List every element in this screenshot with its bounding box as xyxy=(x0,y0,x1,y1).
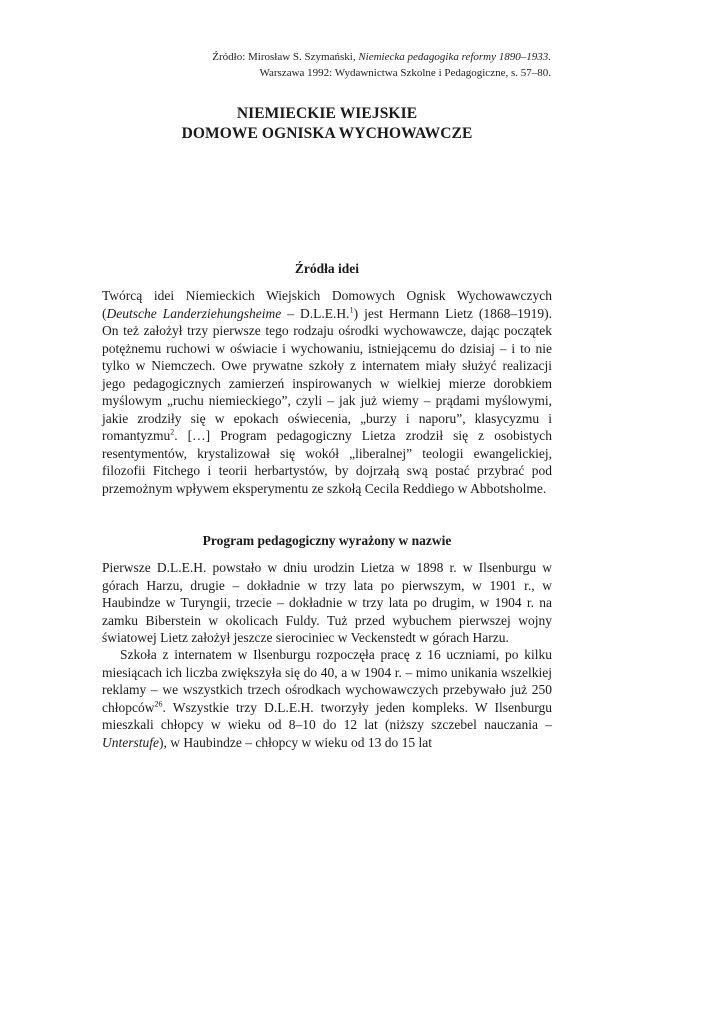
footnote-ref: 26 xyxy=(154,699,163,708)
section-heading-program: Program pedagogiczny wyrażony w nazwie xyxy=(202,533,452,548)
title-line-2: DOMOWE OGNISKA WYCHOWAWCZE xyxy=(181,125,473,142)
page-title xyxy=(120,104,534,144)
source-citation xyxy=(91,49,551,81)
section-heading-zrodla-idei: Źródła idei xyxy=(294,261,360,276)
source-line-2: Warszawa 1992: Wydawnictwa Szkolne i Pedagogiczne, s. 57–80. xyxy=(259,67,551,79)
footnote-ref: 1 xyxy=(349,305,354,314)
source-author: Źródło: Mirosław S. Szymański, xyxy=(212,51,359,63)
paragraph-program-2: Szkoła z internatem w Ilsenburgu rozpoczęła pracę z 16 uczniami, po kilku miesiącach ich liczba zwiększyła się do 40, a w 1904 r. – mimo unikania wszelkiej reklamy – we wszystkich trzech ośrodkach wychowawczych przebywało już 250 chłopców$^{26}$. Wszystkie trzy D.L.E.H. tworzyły jeden kompleks. W Ilsenburgu mieszkali chłopcy w wieku od 8–10 do 12 lat (niższy szczebel nauczania – Unterstufe), w Haubindze – chłopcy w wieku od 13 do 15 lat xyxy=(102,647,552,750)
title-line-1: NIEMIECKIE WIEJSKIE xyxy=(236,105,418,122)
footnote-ref: 2 xyxy=(170,427,175,437)
italic-term: Unterstufe xyxy=(102,734,159,750)
paragraph-zrodla-idei: Twórcą idei Niemieckich Wiejskich Domowych Ognisk Wychowawczych (Deutsche Landerziehungsheime – D.L.E.H.$^1$) jest Hermann Lietz (1868–1919). On też założył trzy pierwsze tego rodzaju ośrodki wychowawcze, dając początek potężnemu ruchowi w oświacie i wychowaniu, istniejącemu do dzisiaj – i to nie tylko w Niemczech. Owe prywatne szkoły z internatem miały służyć realizacji jego pedagogicznych zamierzeń inspirowanych w wielkiej mierze dorobkiem myślowym „ruchu niemieckiego”, czyli – jak już wiemy – prądami myślowymi, jakie zrodziły się w epokach oświecenia, „burzy i naporu”, klasycyzmu i romantyzmu$^2$. […] Program pedagogiczny Lietza zrodził się z osobistych resentymentów, krystalizował się wokół „liberalnej” teologii ewangelickiej, filozofii Fitchego i teorii herbartystów, by dojrzałą swą postać przybrać pod przemożnym wpływem eksperymentu ze szkołą Cecila Reddiego w Abbotsholme. xyxy=(102,288,552,496)
source-line-1 xyxy=(91,49,551,65)
italic-term: Deutsche Landerziehungsheime xyxy=(106,305,282,321)
paragraph-program-1: Pierwsze D.L.E.H. powstało w dniu urodzin Lietza w 1898 r. w Ilsenburgu w górach Harzu, drugie – dokładnie w trzy lata po pierwszym, w 1901 r., w Haubindze w Turyngii, trzecie – dokładnie w trzy lata po drugim, w 1904 r. na zamku Biberstein w okolicach Fuldy. Tuż przed wybuchem pierwszej wojny światowej Lietz założył jeszcze sierociniec w Veckenstedt w górach Harzu. xyxy=(102,560,552,645)
source-book-title: Niemiecka pedagogika reformy 1890–1933. xyxy=(358,51,551,63)
